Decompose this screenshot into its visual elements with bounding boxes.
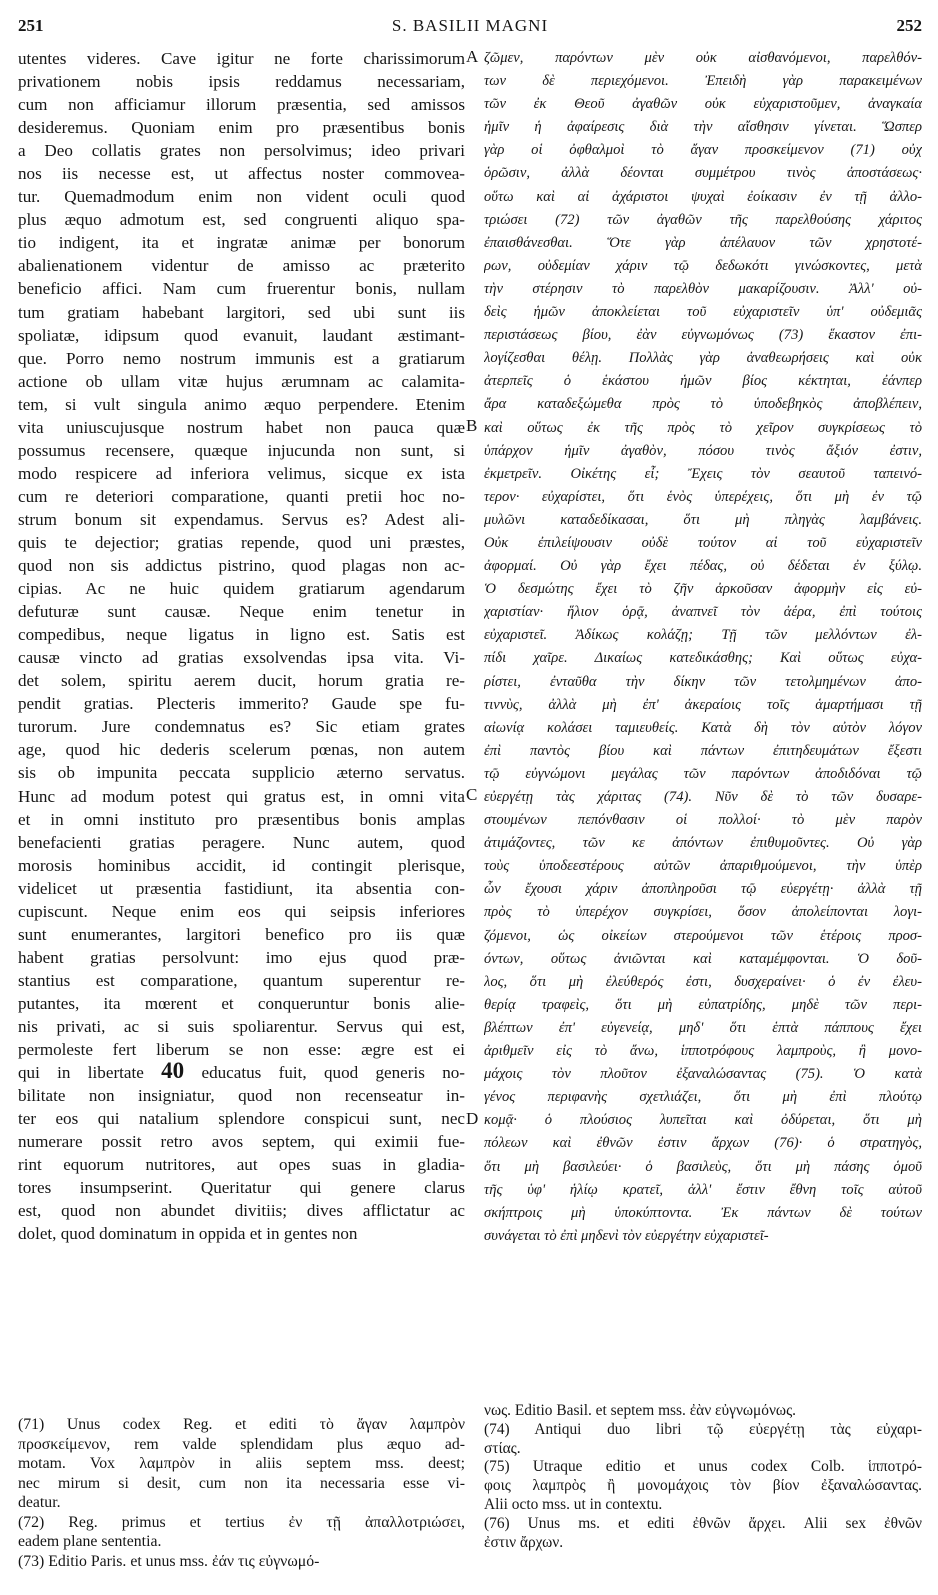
latin-text-line: nos iis necesse est, ut affectus noster commovea- bbox=[18, 164, 465, 184]
latin-text-line: morosis hominibus accidit, id contingit plerisque, bbox=[18, 855, 465, 875]
latin-text-line: permoleste fert liberum se non esse: ægre est ei bbox=[18, 1040, 465, 1060]
latin-text-line: et in omni instituto pro præsentibus bonis amplas bbox=[18, 809, 465, 829]
latin-text-line: strum bonum sit expendamus. Servus es? Adest ali- bbox=[18, 509, 465, 529]
footnote-line: motam. Vox λαμπρὸν in aliis septem mss. deest; bbox=[18, 1455, 465, 1472]
greek-text-line: Ὁ δεσμώτης ἔχει τὸ ζῆν ἀρκοῦσαν ἀφορμὴν εἰς εὐ- bbox=[484, 581, 922, 598]
greek-text-line: ὅτι μὴ βασιλεύει· ὁ βασιλεὺς, ὅτι μὴ πάσης ὁμοῦ bbox=[484, 1158, 922, 1175]
greek-text-line: ρίστει, ἐνταῦθα τὴν δίκην τῶν τετολμημένων ἀπο- bbox=[484, 673, 922, 690]
greek-text-line: τοὺς ὑποδεεστέρους αὐτῶν ἀπαριθμούμενοι, τὴν ὑπὲρ bbox=[484, 858, 922, 875]
footnote-line: nec mirum si desit, cum non ita necessaria esse vi- bbox=[18, 1474, 465, 1492]
greek-text-line: ἐκμετρεῖν. Οἰκέτης εἶ; Ἔχεις τὸν σεαυτοῦ ταπεινό- bbox=[484, 465, 922, 482]
greek-text-line: στουμένων πεπόνθασιν οἱ πολλοί· τὸ μὲν παρὸν bbox=[484, 812, 922, 829]
footnote-line: στίας. bbox=[484, 1439, 521, 1457]
greek-text-line: τὴν στέρησιν τὸ παρελθὸν μακαρίζουσιν. Ἀλλ' οὐ- bbox=[484, 280, 922, 297]
footnote-line: (72) Reg. primus et tertius ἐν τῇ ἀπαλλοτριώσει, bbox=[18, 1513, 465, 1531]
latin-text-line: tem, si vult singula animo æquo perpendere. Etenim bbox=[18, 394, 465, 414]
latin-text-line: privationem nobis ipsis reddamus necessariam, bbox=[18, 72, 465, 92]
latin-text-line: abalienationem videntur de amisso ac præterito bbox=[18, 256, 465, 276]
greek-text-line: συνάγεται τὸ ἐπὶ μηδενὶ τὸν εὐεργέτην εὐχαριστεῖ- bbox=[484, 1227, 769, 1244]
latin-text-line: cum re deteriori comparatione, quanti pretii hoc no- bbox=[18, 486, 465, 506]
footnotes-right bbox=[484, 1402, 922, 1552]
greek-text-line: γὰρ οἱ ὀφθαλμοὶ τὸ ἄγαν προσκείμενον (71) οὐχ bbox=[484, 142, 922, 159]
greek-text-line: τιννὺς, ἀλλὰ μὴ ἐπ' ἀκεραίοις τοῖς ἁμαρτήμασι τῇ bbox=[484, 696, 922, 713]
latin-text-line: compedibus, neque ligatus in ligno est. Satis est bbox=[18, 625, 465, 645]
section-marker-a: A bbox=[466, 47, 479, 66]
greek-text-line: εὐεργέτῃ τὰς χάριτας (74). Νῦν δὲ τὸ τῶν δυσαρε- bbox=[484, 789, 922, 805]
latin-text-line: rint equorum nutritores, aut opes suas in gladia- bbox=[18, 1155, 465, 1175]
latin-text-line: defuturæ sunt causæ. Neque enim tenetur in bbox=[18, 602, 465, 622]
section-marker-c: C bbox=[466, 785, 478, 804]
latin-text-line: vita uniuscujusque nostrum habet non pauca quæ bbox=[18, 417, 465, 437]
greek-text-line: ἀριθμεῖν εἰς τὸ ἄνω, ἱπποτρόφους λαμπροὺς, ἢ μονο- bbox=[484, 1043, 922, 1060]
latin-text-line: utentes videres. Cave igitur ne forte charissimorum bbox=[18, 49, 465, 68]
footnote-line: (71) Unus codex Reg. et editi τὸ ἄγαν λαμπρὸν bbox=[18, 1416, 465, 1433]
latin-text-line: Hunc ad modum potest qui gratus est, in omni vita bbox=[18, 786, 465, 806]
latin-text-line: plus æquo admotum est, sed congruenti aliquo spa- bbox=[18, 210, 465, 230]
greek-text-line: ἡμῖν ἡ ἀφαίρεσις διὰ τὴν αἴσθησιν γίνεται. Ὥσπερ bbox=[484, 119, 922, 136]
latin-text-line: tio indigent, ita et ingratæ animæ per bonorum bbox=[18, 233, 465, 253]
latin-text-line: causæ vincto ad gratias exsolvendas ipsa vita. Vi- bbox=[18, 648, 465, 668]
latin-text-line: beneficio affici. Nam cum fruerentur bonis, nullam bbox=[18, 279, 465, 299]
running-header bbox=[18, 16, 922, 40]
latin-text-line: cupiscunt. Neque enim eos qui seipsis inferiores bbox=[18, 901, 465, 921]
latin-text-line: possumus recensere, quæque injucunda non sunt, si bbox=[18, 440, 465, 460]
footnote-line: deatur. bbox=[18, 1494, 61, 1511]
latin-column bbox=[18, 47, 465, 1245]
latin-text-line: a Deo collatis grates non persolvimus; ideo privari bbox=[18, 141, 465, 161]
latin-text-line: actione ob ullam vitæ hujus ærumnam ac calamita- bbox=[18, 371, 465, 391]
greek-text-line: μάχοις τὸν πλοῦτον ἐξαναλώσαντας (75). Ὁ κατὰ bbox=[484, 1066, 922, 1083]
section-marker-d: D bbox=[466, 1109, 479, 1128]
latin-text-line: numerare possit retro avos septem, qui eximii fue- bbox=[18, 1132, 465, 1152]
greek-text-line: ζόμενοι, ὡς οἰκείων στερούμενοι τῶν ἑτέροις προσ- bbox=[484, 927, 922, 944]
greek-text-line: λος, ὅτι μὴ ἐλεύθερός ἐστι, δυσχεραίνει· ὁ ἐν ἐλευ- bbox=[484, 973, 922, 990]
latin-text-line: qui in libertate 40 educatus fuit, quod generis no- bbox=[18, 1061, 465, 1084]
latin-text-line: desideremus. Quoniam enim pro præsentibus bonis bbox=[18, 118, 465, 138]
greek-text-line: τερον· εὐχαρίστει, ὅτι ἑνὸς ὑπερέχεις, ὅτι μὴ ἐν τῷ bbox=[484, 488, 922, 505]
greek-text-line: βλέπτων ἐπ' εὐγενείᾳ, μηδ' ὅτι ἑπτὰ πάππους ἔχει bbox=[484, 1019, 922, 1036]
greek-text-line: ἐπαισθάνεσθαι. Ὅτε γὰρ ἀπέλαυον τῶν χρηστοτέ- bbox=[484, 234, 922, 251]
latin-text-line: quis te dejectior; gratias repende, quod uni præstes, bbox=[18, 532, 465, 552]
greek-text-line: των δὲ περιεχόμενοι. Ἐπειδὴ γὰρ παρακειμένων bbox=[484, 73, 922, 90]
greek-text-line: γένος περιφανὴς σχετλιάζει, ὅτι μὴ ἐπὶ πλούτῳ bbox=[484, 1089, 922, 1106]
greek-text-line: σκήπτροις μὴ ὑποκύπτοντα. Ἐκ πάντων δὲ τούτων bbox=[484, 1204, 922, 1221]
latin-text-line: quod non sis addictus pistrino, quod plagas non ac- bbox=[18, 556, 465, 576]
latin-text-line: tores insumpserint. Queritatur qui genere clarus bbox=[18, 1178, 465, 1198]
greek-text-line: τῶν ἐκ Θεοῦ ἀγαθῶν οὐκ εὐχαριστοῦμεν, ἀναγκαία bbox=[484, 96, 922, 113]
greek-text-line: τριώσει (72) τῶν ἀγαθῶν τῆς παρελθούσης χάριτος bbox=[484, 211, 922, 228]
footnote-line: φοις λαμπρὸς ἢ μονομάχοις τὸν βίον ἐξαναλώσαντας. bbox=[484, 1477, 922, 1495]
greek-text-line: όντων, οὕτως ἀνιῶνται καὶ καταμέμφονται. Ὁ δοῦ- bbox=[484, 950, 922, 967]
greek-text-line: περιστάσεως βίου, ἐὰν εὐγνωμόνως (73) ἕκαστον ἐπι- bbox=[484, 327, 922, 344]
running-title: S. BASILII MAGNI bbox=[391, 16, 549, 35]
section-marker-b: B bbox=[466, 416, 478, 435]
greek-text-line: μυλῶνι καταδεδίκασαι, ὅτι μὴ πληγὰς λαμβάνεις. bbox=[484, 511, 922, 528]
greek-text-line: οὕτω καὶ αἱ ἀχάριστοι ψυχαὶ ἐοίκασιν ἐν τῇ ἀλλο- bbox=[484, 188, 922, 205]
greek-text-line: ἀτιμάζοντες, τῶν κε ἀπόντων ἐπιθυμοῦντες. Οὐ γὰρ bbox=[484, 835, 922, 852]
greek-text-line: ἀφορμαί. Οὐ γὰρ ἔχει πέδας, οὐ δέδεται ἐν ξύλῳ. bbox=[484, 558, 922, 575]
greek-text-line: δεὶς ἡμῶν ἀποκλείεται τοῦ εὐχαριστεῖν ὑπ' οὐδεμιᾶς bbox=[484, 304, 922, 321]
latin-text-line: pendit gratias. Plecteris immerito? Gaude spe fu- bbox=[18, 694, 465, 714]
footnotes-left bbox=[18, 1415, 465, 1571]
latin-text-line: tum gratiam habebant largitori, sed ubi sunt iis bbox=[18, 302, 465, 322]
greek-text-line: τῷ εὐγνώμονι μεγάλας τῶν παρόντων ἀποδιδόναι τῷ bbox=[484, 765, 922, 782]
footnote-line: (76) Unus ms. et editi ἐθνῶν ἄρχει. Alii sex ἐθνῶν bbox=[484, 1514, 922, 1532]
greek-text-line: θερίᾳ τραφεὶς, ὅτι μὴ εὐπατρίδης, μηδὲ τῶν περι- bbox=[484, 996, 922, 1013]
latin-text-line: det solem, spiritu aerem ducit, horum gratia re- bbox=[18, 671, 465, 691]
greek-text-line: ὑπάρχον ἡμῖν ἀγαθὸν, πόσου τινὸς ἄξιόν ἐστιν, bbox=[484, 442, 922, 459]
footnote-line: προσκείμενον, rem valde splendidam plus æquo ad- bbox=[18, 1435, 465, 1453]
greek-text-line: χαριστίαν· ἥλιον ὁρᾷ, ἀναπνεῖ τὸν ἀέρα, ἐπὶ τούτοις bbox=[484, 604, 922, 621]
greek-text-line: τῆς ὑφ' ἡλίῳ κρατεῖ, ἀλλ' ἔστιν ἔθνη τοῖς αὐτοῦ bbox=[484, 1181, 922, 1198]
latin-text-line: dolet, quod dominatum in oppida et in gentes non bbox=[18, 1224, 358, 1244]
latin-text-line: stantius est comparatione, quantum superentur re- bbox=[18, 970, 465, 990]
footnote-line: Alii octo mss. ut in contextu. bbox=[484, 1495, 663, 1513]
page-number-left: 251 bbox=[18, 16, 44, 35]
latin-text-line: sis ob impunita peccata supplicio æterno servatus. bbox=[18, 763, 465, 783]
greek-text-line: ἀτερπεῖς ὁ ἑκάστου ἡμῶν βίος κέκτηται, ἐάνπερ bbox=[484, 373, 922, 390]
footnote-line: νως. Editio Basil. et septem mss. ἐὰν εὐγνωμόνως. bbox=[484, 1402, 797, 1419]
greek-text-line: ὧν ἔχουσι χάριν ἀποπληροῦσι τῷ εὐεργέτῃ· ἀλλὰ τῇ bbox=[484, 881, 922, 898]
greek-text-line: ἄρα καταδεξώμεθα πρὸς τὸ ὑποδεβηκὸς ἀποβλέπειν, bbox=[484, 396, 922, 413]
greek-text-line: ἐπὶ παντὸς βίου καὶ πάντων ἐπιτηδευμάτων ἔξεστι bbox=[484, 742, 922, 759]
greek-text-line: πόλεων καὶ ἐθνῶν ἐστιν ἄρχων (76)· ὁ στρατηγὸς, bbox=[484, 1135, 922, 1152]
footnote-line: (75) Utraque editio et unus codex Colb. ἱπποτρό- bbox=[484, 1458, 922, 1476]
latin-text-line: videlicet ut præsentia fastidiunt, ita absentia con- bbox=[18, 878, 465, 898]
latin-text-line: habent gratias persolvunt: imo ejus quod præ- bbox=[18, 947, 465, 967]
greek-text-line: ζῶμεν, παρόντων μὲν οὐκ αἰσθανόμενοι, παρελθόν- bbox=[484, 50, 922, 66]
latin-text-line: cum non afficiamur illorum præsentia, sed amissos bbox=[18, 95, 465, 115]
latin-text-line: turorum. Jure condemnatus es? Sic etiam grates bbox=[18, 717, 465, 737]
latin-text-line: bilitate non insigniatur, quod non recenseatur in- bbox=[18, 1086, 465, 1106]
latin-text-line: spoliatæ, idipsum quod evanuit, laudant æstimant- bbox=[18, 325, 465, 345]
greek-text-line: πίδι χαῖρε. Δικαίως κατεδικάσθης; Καὶ οὕτως εὐχα- bbox=[484, 650, 922, 667]
greek-text-line: κομᾷ· ὁ πλούσιος λυπεῖται καὶ ὀδύρεται, ὅτι μὴ bbox=[484, 1112, 922, 1129]
latin-text-line: est, quod non abundet divitiis; dives afflictatur ac bbox=[18, 1201, 465, 1221]
latin-text-line: nis privati, ac si suis spoliarentur. Servus qui est, bbox=[18, 1016, 465, 1036]
latin-text-line: cipias. Ac ne huic quidem gratiarum agendarum bbox=[18, 579, 465, 599]
latin-text-line: ter eos qui natalium splendore conspicui sunt, nec bbox=[18, 1109, 465, 1129]
greek-text-line: Οὐκ ἐπιλείψουσιν οὐδὲ τούτον αἱ τοῦ εὐχαριστεῖν bbox=[484, 534, 922, 551]
greek-text-line: καὶ οὕτως ἐκ τῆς πρὸς τὸ χεῖρον συγκρίσεως τὸ bbox=[484, 419, 922, 436]
footnote-line: eadem plane sententia. bbox=[18, 1533, 162, 1550]
greek-text-line: εὐχαριστεῖ. Ἀδίκως κολάζῃ; Τῇ τῶν μελλόντων ἐλ- bbox=[484, 627, 922, 644]
latin-text-line: benefacienti gratias peragere. Nunc autem, quod bbox=[18, 832, 465, 852]
latin-text-line: que. Porro nemo nostrum immunis est a gratiarum bbox=[18, 348, 465, 368]
latin-text-line: age, quod hic dederis scelerum pœnas, non autem bbox=[18, 740, 465, 760]
bold-page-number: 40 bbox=[161, 1061, 185, 1084]
latin-text-line: tur. Quemadmodum enim non vident oculi quod bbox=[18, 187, 465, 207]
greek-text-line: λογίζεσθαι θέλῃ. Πολλὰς γὰρ ἀναθεωρήσεις καὶ οὐκ bbox=[484, 350, 922, 367]
page-number-right: 252 bbox=[896, 16, 922, 35]
greek-text-line: πρὸς τὸ ὑπερέχον συγκρίσει, ὅσον ἀπολείπονται λογι- bbox=[484, 904, 922, 921]
footnote-line: (74) Antiqui duo libri τῷ εὐεργέτῃ τὰς εὐχαρι- bbox=[484, 1420, 922, 1438]
latin-text-line: sunt enumerantes, largitori benefico pro iis quæ bbox=[18, 924, 465, 944]
greek-text-line: ρων, οὐδεμίαν χάριν τῷ δεδωκότι γινώσκοντες, μετὰ bbox=[484, 257, 922, 274]
greek-column bbox=[484, 47, 922, 1248]
latin-text-line: putantes, ita mœrent et conqueruntur bonis alie- bbox=[18, 993, 465, 1013]
footnote-line: ἐστιν ἄρχων. bbox=[484, 1533, 564, 1551]
footnote-line: (73) Editio Paris. et unus mss. ἐάν τις εὐγνωμό- bbox=[18, 1552, 320, 1570]
greek-text-line: αἰωνίᾳ κολάσει ταμιευθείς. Κατὰ δὴ τὸν αὐτὸν λόγον bbox=[484, 719, 922, 736]
latin-text-line: modo respicere ad inferiora velimus, sicque ex ista bbox=[18, 463, 465, 483]
greek-text-line: ὁρῶσιν, ἀλλὰ δέονται συμμέτρου τινὸς ἀποστάσεως· bbox=[484, 165, 922, 182]
